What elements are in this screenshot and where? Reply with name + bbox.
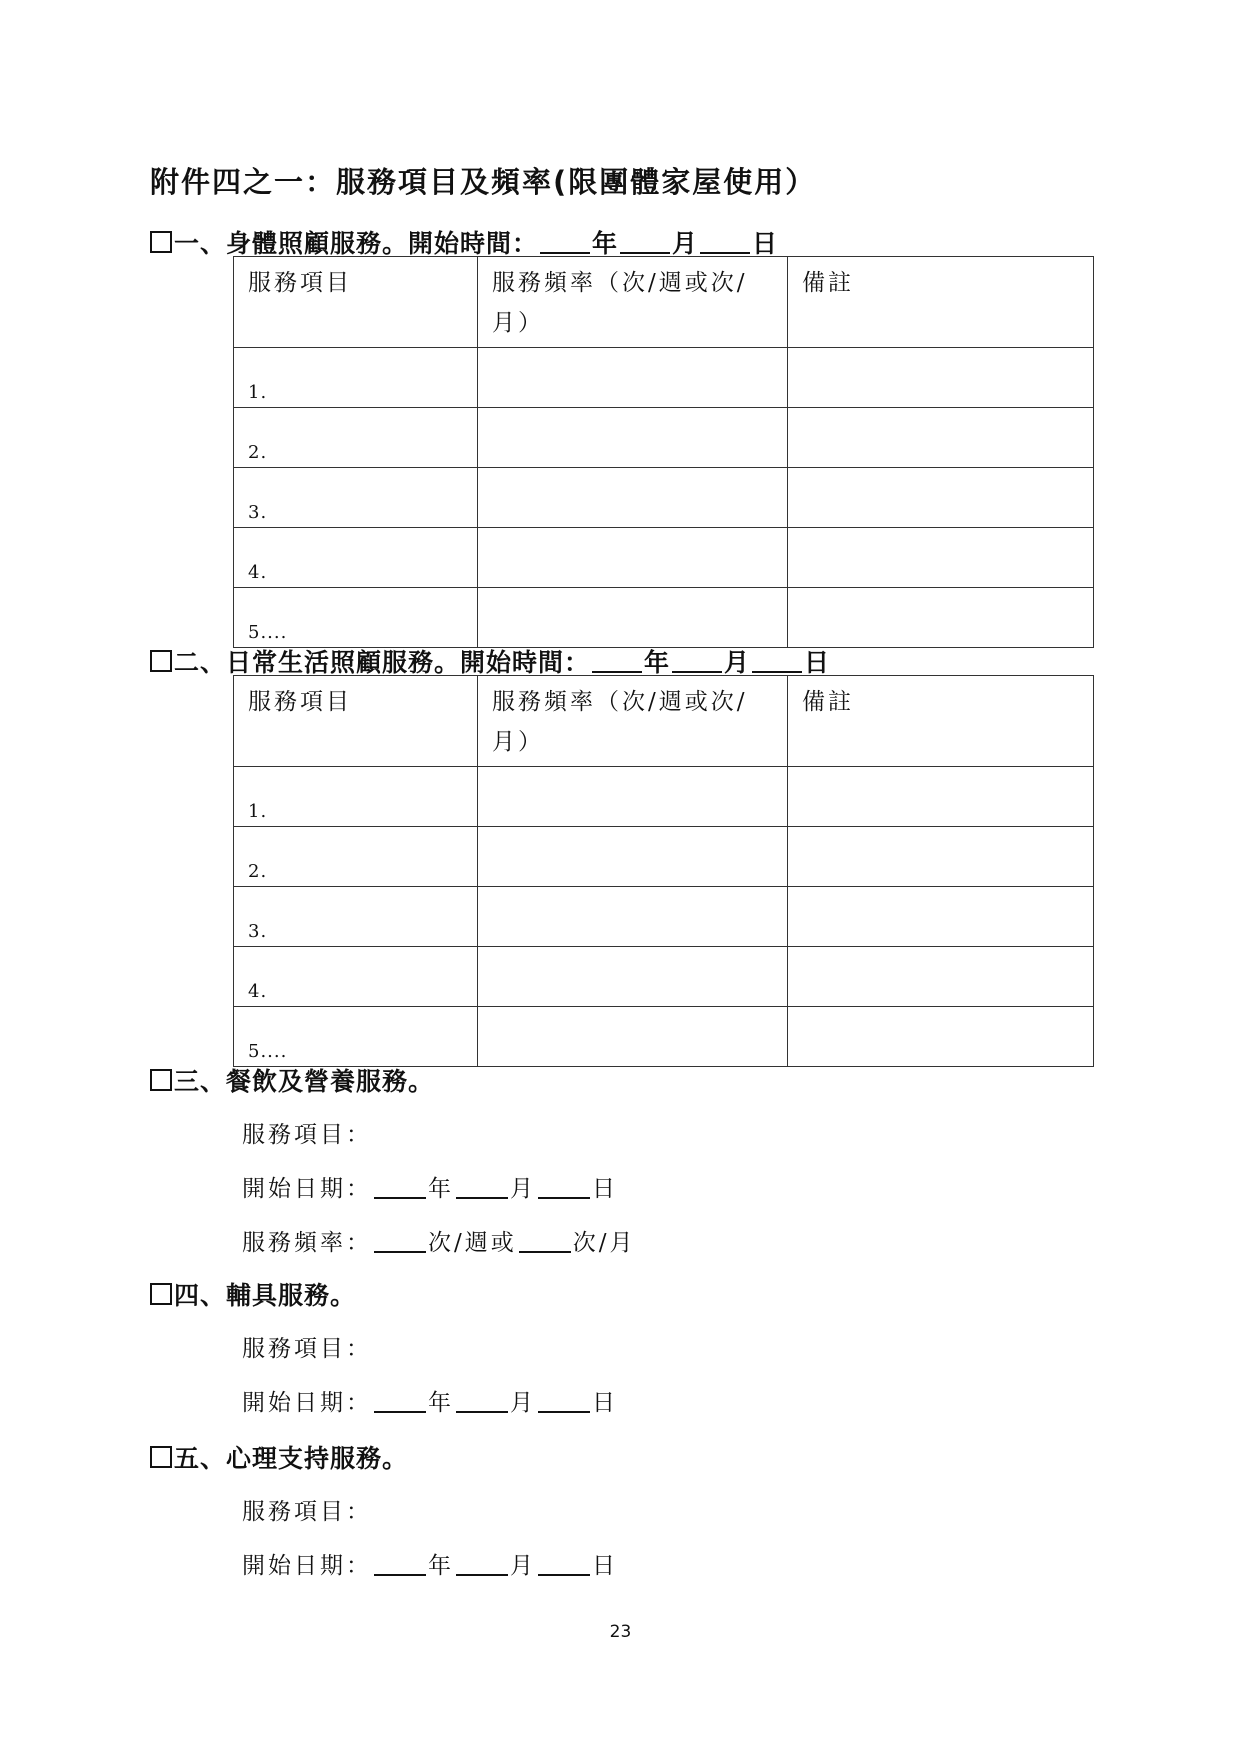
section-4-checkbox[interactable] xyxy=(150,1283,172,1305)
month-label: 月 xyxy=(510,1176,536,1202)
year-label: 年 xyxy=(428,1390,454,1416)
table-row xyxy=(234,408,1094,468)
section-2-year-blank[interactable] xyxy=(592,649,642,673)
section-1-year-blank[interactable] xyxy=(540,230,590,254)
row-number: 4. xyxy=(234,947,478,1007)
start-date-label: 開始日期： xyxy=(242,1176,372,1202)
day-label: 日 xyxy=(592,1390,618,1416)
row-number: 5.... xyxy=(234,588,478,648)
day-blank[interactable] xyxy=(538,1552,590,1576)
per-month-label: 次/月 xyxy=(572,1230,636,1256)
frequency-cell[interactable] xyxy=(478,468,788,528)
remarks-cell[interactable] xyxy=(788,827,1094,887)
row-number: 2. xyxy=(234,827,478,887)
year-label: 年 xyxy=(428,1553,454,1579)
remarks-cell[interactable] xyxy=(788,887,1094,947)
row-number: 4. xyxy=(234,528,478,588)
frequency-cell[interactable] xyxy=(478,588,788,648)
section-1-month-blank[interactable] xyxy=(620,230,670,254)
frequency-cell[interactable] xyxy=(478,947,788,1007)
section-2-month-blank[interactable] xyxy=(672,649,722,673)
header-remarks: 備註 xyxy=(788,257,1094,348)
remarks-cell[interactable] xyxy=(788,767,1094,827)
section-3-date-line xyxy=(242,1170,618,1203)
month-blank[interactable] xyxy=(456,1389,508,1413)
section-4-date-line xyxy=(242,1384,618,1417)
service-item-label: 服務項目： xyxy=(242,1499,372,1525)
year-blank[interactable] xyxy=(374,1175,426,1199)
month-label: 月 xyxy=(510,1553,536,1579)
page-number: 23 xyxy=(609,1622,632,1642)
section-1-checkbox[interactable] xyxy=(150,231,172,253)
frequency-cell[interactable] xyxy=(478,827,788,887)
section-3-frequency-line xyxy=(242,1224,636,1257)
day-label: 日 xyxy=(804,648,831,677)
table-row xyxy=(234,887,1094,947)
page-title: 附件四之一：服務項目及頻率(限團體家屋使用） xyxy=(150,165,817,199)
month-label: 月 xyxy=(672,229,699,258)
table-row xyxy=(234,348,1094,408)
table-row xyxy=(234,1007,1094,1067)
remarks-cell[interactable] xyxy=(788,588,1094,648)
section-2-heading xyxy=(150,643,830,679)
start-date-label: 開始日期： xyxy=(242,1390,372,1416)
header-service-item: 服務項目 xyxy=(234,676,478,767)
section-2-table xyxy=(233,675,1094,1067)
frequency-cell[interactable] xyxy=(478,767,788,827)
section-5-checkbox[interactable] xyxy=(150,1446,172,1468)
month-label: 月 xyxy=(724,648,751,677)
service-item-label: 服務項目： xyxy=(242,1122,372,1148)
year-blank[interactable] xyxy=(374,1552,426,1576)
section-1-label: 一、身體照顧服務。開始時間： xyxy=(174,229,539,258)
remarks-cell[interactable] xyxy=(788,408,1094,468)
frequency-cell[interactable] xyxy=(478,408,788,468)
year-label: 年 xyxy=(428,1176,454,1202)
remarks-cell[interactable] xyxy=(788,348,1094,408)
header-service-frequency: 服務頻率（次/週或次/月） xyxy=(478,257,788,348)
section-4-heading xyxy=(150,1276,356,1312)
section-5-label: 五、心理支持服務。 xyxy=(174,1444,409,1473)
section-3-item-line xyxy=(242,1116,372,1149)
section-5-heading xyxy=(150,1439,408,1475)
section-1-day-blank[interactable] xyxy=(700,230,750,254)
month-blank[interactable] xyxy=(456,1552,508,1576)
year-blank[interactable] xyxy=(374,1389,426,1413)
header-remarks: 備註 xyxy=(788,676,1094,767)
year-label: 年 xyxy=(644,648,671,677)
table-row xyxy=(234,947,1094,1007)
section-1-heading xyxy=(150,224,778,260)
section-1-table xyxy=(233,256,1094,648)
remarks-cell[interactable] xyxy=(788,468,1094,528)
start-date-label: 開始日期： xyxy=(242,1553,372,1579)
section-5-date-line xyxy=(242,1547,618,1580)
section-4-item-line xyxy=(242,1330,372,1363)
section-2-day-blank[interactable] xyxy=(752,649,802,673)
header-service-frequency: 服務頻率（次/週或次/月） xyxy=(478,676,788,767)
row-number: 2. xyxy=(234,408,478,468)
remarks-cell[interactable] xyxy=(788,528,1094,588)
service-item-label: 服務項目： xyxy=(242,1336,372,1362)
day-blank[interactable] xyxy=(538,1175,590,1199)
table-header-row xyxy=(234,257,1094,348)
row-number: 5.... xyxy=(234,1007,478,1067)
table-row xyxy=(234,528,1094,588)
per-week-label: 次/週或 xyxy=(428,1230,517,1256)
remarks-cell[interactable] xyxy=(788,947,1094,1007)
table-header-row xyxy=(234,676,1094,767)
table-row xyxy=(234,588,1094,648)
section-3-heading xyxy=(150,1062,434,1098)
month-blank[interactable] xyxy=(456,1175,508,1199)
day-label: 日 xyxy=(592,1176,618,1202)
header-service-item: 服務項目 xyxy=(234,257,478,348)
frequency-cell[interactable] xyxy=(478,348,788,408)
month-label: 月 xyxy=(510,1390,536,1416)
remarks-cell[interactable] xyxy=(788,1007,1094,1067)
section-3-checkbox[interactable] xyxy=(150,1069,172,1091)
day-label: 日 xyxy=(752,229,779,258)
day-blank[interactable] xyxy=(538,1389,590,1413)
section-5-item-line xyxy=(242,1493,372,1526)
row-number: 3. xyxy=(234,468,478,528)
section-2-checkbox[interactable] xyxy=(150,650,172,672)
row-number: 1. xyxy=(234,348,478,408)
row-number: 1. xyxy=(234,767,478,827)
per-week-blank[interactable] xyxy=(374,1229,426,1253)
frequency-label: 服務頻率： xyxy=(242,1230,372,1256)
row-number: 3. xyxy=(234,887,478,947)
section-2-label: 二、日常生活照顧服務。開始時間： xyxy=(174,648,591,677)
section-4-label: 四、輔具服務。 xyxy=(174,1281,357,1310)
frequency-cell[interactable] xyxy=(478,528,788,588)
year-label: 年 xyxy=(592,229,619,258)
frequency-cell[interactable] xyxy=(478,887,788,947)
table-row xyxy=(234,827,1094,887)
per-month-blank[interactable] xyxy=(519,1229,571,1253)
frequency-cell[interactable] xyxy=(478,1007,788,1067)
section-3-label: 三、餐飲及營養服務。 xyxy=(174,1067,435,1096)
table-row xyxy=(234,767,1094,827)
table-row xyxy=(234,468,1094,528)
day-label: 日 xyxy=(592,1553,618,1579)
